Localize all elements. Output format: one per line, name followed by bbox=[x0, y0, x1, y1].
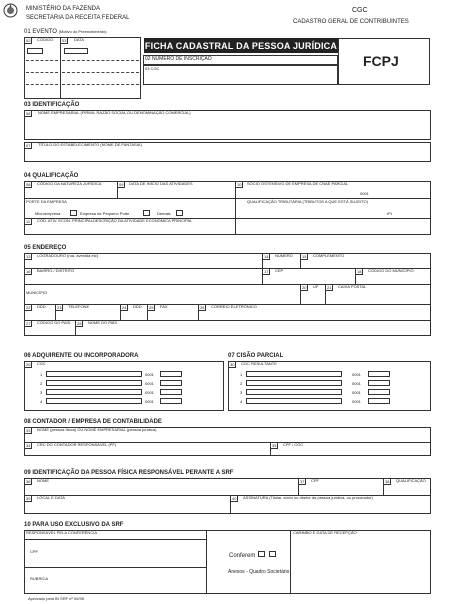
evento-codigo-label: CÓDIGO bbox=[37, 37, 54, 42]
field-number-15: 15 bbox=[302, 254, 307, 259]
field-number-14: 14 bbox=[264, 254, 269, 259]
row-suffix: 0001 bbox=[145, 372, 154, 377]
ddd-label: DDD bbox=[37, 304, 46, 309]
qualificacao-tributaria-label: QUALIFICAÇÃO TRIBUTÁRIA (TRIBUTOS A QUE ESTÁ SUJEITO) bbox=[247, 199, 368, 204]
bairro-label: BAIRRO / DISTRITO bbox=[37, 268, 75, 273]
field-number-25: 25 bbox=[149, 305, 154, 310]
ipi-label: IPI bbox=[387, 211, 392, 216]
footer-approval: Aprovado pela IN SRF nº 00/95 bbox=[28, 596, 84, 601]
cgc-label: CGC bbox=[352, 7, 368, 14]
nome-empresarial-label: NOME EMPRESARIAL (FIRMA, RAZÃO SOCIAL OU DENOMINAÇÃO COMERCIAL) bbox=[38, 110, 191, 115]
cep-label: CEP bbox=[275, 268, 284, 273]
row-number: 3 bbox=[40, 390, 43, 395]
field-number-02: 02 bbox=[26, 38, 31, 43]
carimbo-label: CARIMBO E DATA DE RECEPÇÃO bbox=[293, 530, 357, 535]
assinatura-label: ASSINATURA (Titular, sócio ou diretor da pessoa jurídica, ou procurador) bbox=[243, 495, 373, 500]
rubrica-label: RUBRICA bbox=[30, 576, 49, 581]
field-number-40: 40 bbox=[232, 496, 237, 501]
section-cisao-title: 07 CISÃO PARCIAL bbox=[228, 353, 284, 359]
desc-atividade-label: DESCRIÇÃO DA ATIVIDADE ECONÔMICA PRINCIPAL bbox=[93, 218, 193, 223]
field-number-33: 33 bbox=[26, 428, 31, 433]
field-number-13: 13 bbox=[26, 254, 31, 259]
section-endereco-title: 05 ENDEREÇO bbox=[24, 245, 67, 251]
field-number-11: 11 bbox=[26, 219, 31, 224]
field-number-28: 28 bbox=[77, 321, 82, 326]
field-number-07: 07 bbox=[26, 143, 31, 148]
porte-option-epp: Empresa de Pequeno Porte bbox=[80, 211, 130, 216]
nome-pais-label: NOME DO PAÍS bbox=[88, 320, 118, 325]
row-suffix: 0001 bbox=[145, 390, 154, 395]
field-number-10: 10 bbox=[237, 182, 242, 187]
cgc-field[interactable] bbox=[143, 65, 338, 85]
row-suffix: 0001 bbox=[352, 372, 361, 377]
fax-label: FAX bbox=[160, 304, 168, 309]
field-number-16: 16 bbox=[26, 269, 31, 274]
porte-epp-checkbox[interactable] bbox=[143, 210, 150, 216]
evento-date-field[interactable] bbox=[64, 48, 88, 54]
uf-label: UF bbox=[313, 284, 319, 289]
row-suffix: 0001 bbox=[145, 381, 154, 386]
complemento-label: COMPLEMENTO bbox=[313, 253, 345, 258]
field-number-34: 34 bbox=[26, 443, 31, 448]
row-number: 2 bbox=[240, 381, 243, 386]
responsavel-conferencia-label: RESPONSÁVEL PELA CONFERÊNCIA bbox=[26, 530, 97, 535]
natureza-juridica-label: CÓDIGO DA NATUREZA JURÍDICA bbox=[37, 181, 102, 186]
socio-ostensivo-label: SÓCIO OSTENSIVO DE EMPRESA DE CNAE PARCIAL bbox=[247, 181, 349, 186]
responsavel-cpf-label: CPF bbox=[311, 478, 319, 483]
crc-label: CRC DO CONTADOR RESPONSÁVEL (PF) bbox=[37, 442, 117, 447]
section-uso-srf-title: 10 PARA USO EXCLUSIVO DA SRF bbox=[24, 522, 124, 528]
cadastro-label: CADASTRO GERAL DE CONTRIBUINTES bbox=[293, 19, 409, 25]
row-number: 1 bbox=[240, 372, 243, 377]
cgc-field-label: 03 CGC bbox=[145, 66, 160, 71]
field-number-21: 21 bbox=[327, 285, 332, 290]
qualificacao-box bbox=[24, 181, 431, 235]
adquirente-cgc-label: CGC bbox=[37, 361, 46, 366]
ministry-name: MINISTÉRIO DA FAZENDA bbox=[26, 6, 101, 12]
field-number-22: 22 bbox=[26, 305, 31, 310]
row-number: 3 bbox=[240, 390, 243, 395]
municipio-label: MUNICÍPIO bbox=[26, 290, 48, 295]
field-number-39: 39 bbox=[26, 496, 31, 501]
row-number: 1 bbox=[40, 372, 43, 377]
row-suffix: 0001 bbox=[352, 390, 361, 395]
porte-demais-checkbox[interactable] bbox=[176, 210, 183, 216]
cod-atividade-label: CÓD. ATIV. ECON. PRINCIPAL bbox=[37, 218, 93, 223]
uso-srf-cpf-label: CPF bbox=[30, 549, 38, 554]
field-number-37: 37 bbox=[300, 479, 305, 484]
porte-option-demais: Demais bbox=[157, 211, 171, 216]
numero-inscricao-field[interactable] bbox=[143, 55, 338, 65]
field-number-26: 26 bbox=[200, 305, 205, 310]
numero-inscricao-label: 02 NÚMERO DE INSCRIÇÃO bbox=[145, 56, 212, 62]
section-identificacao-title: 03 IDENTIFICAÇÃO bbox=[24, 102, 80, 108]
caixa-postal-label: CAIXA POSTAL bbox=[338, 284, 367, 289]
cisao-cgc-label: CGC RESULTANTE bbox=[241, 361, 277, 366]
section-evento-title: 01 EVENTO (Motivo do Preenchimento) bbox=[24, 29, 107, 35]
secretariat-name: SECRETARIA DA RECEITA FEDERAL bbox=[26, 15, 130, 21]
porte-label: PORTE DA EMPRESA bbox=[26, 199, 67, 204]
conferem-label: Conferem bbox=[229, 553, 256, 559]
field-number-27: 27 bbox=[26, 321, 31, 326]
porte-option-micro: Microempresa bbox=[35, 211, 61, 216]
field-number-24: 24 bbox=[122, 305, 127, 310]
evento-box bbox=[24, 37, 141, 99]
section-responsavel-title: 09 IDENTIFICAÇÃO DA PESSOA FÍSICA RESPONSÁVEL PERANTE A SRF bbox=[24, 470, 234, 476]
field-number-20: 20 bbox=[302, 285, 307, 290]
field-number-09: 09 bbox=[119, 182, 124, 187]
row-number: 2 bbox=[40, 381, 43, 386]
endereco-box bbox=[24, 253, 431, 336]
row-number: 4 bbox=[240, 399, 243, 404]
row-suffix: 0001 bbox=[352, 381, 361, 386]
conferem-checkbox[interactable] bbox=[258, 551, 265, 557]
field-number-30: 30 bbox=[230, 362, 235, 367]
field-number-08: 08 bbox=[26, 182, 31, 187]
evento-data-label: DATA bbox=[74, 37, 85, 42]
row-suffix: 0001 bbox=[145, 399, 154, 404]
field-number-36: 36 bbox=[26, 479, 31, 484]
evento-code-field[interactable] bbox=[27, 48, 43, 54]
local-data-label: LOCAL E DATA bbox=[37, 495, 65, 500]
cpf-cgc-label: CPF / CGC bbox=[283, 442, 304, 447]
ddd-fax-label: DDD bbox=[133, 304, 142, 309]
codigo-pais-label: CÓDIGO DO PAÍS bbox=[37, 320, 71, 325]
porte-micro-checkbox[interactable] bbox=[70, 210, 77, 216]
field-number-35: 35 bbox=[272, 443, 277, 448]
responsavel-qualif-label: QUALIFICAÇÃO bbox=[396, 478, 426, 483]
field-number-38: 38 bbox=[385, 479, 390, 484]
field-number-03: 03 bbox=[62, 38, 67, 43]
field-number-06: 06 bbox=[26, 111, 31, 116]
section-qualificacao-title: 04 QUALIFICAÇÃO bbox=[24, 173, 79, 179]
correio-eletronico-label: CORREIO ELETRÔNICO bbox=[211, 304, 257, 309]
section-contador-title: 08 CONTADOR / EMPRESA DE CONTABILIDADE bbox=[24, 419, 162, 425]
row-number: 4 bbox=[40, 399, 43, 404]
codigo-municipio-label: CÓDIGO DO MUNICÍPIO bbox=[368, 268, 414, 273]
socio-suffix: 0001 bbox=[360, 191, 369, 196]
form-banner: FICHA CADASTRAL DA PESSOA JURÍDICA bbox=[144, 38, 338, 53]
logradouro-label: LOGRADOURO (rua, avenida etc) bbox=[37, 253, 99, 258]
field-number-17: 17 bbox=[264, 269, 269, 274]
field-number-18: 18 bbox=[357, 269, 362, 274]
telefone-label: TELEFONE bbox=[68, 304, 90, 309]
conferem-checkbox-2[interactable] bbox=[269, 551, 276, 557]
anexos-label: Anexos - Quadro Societário bbox=[228, 569, 290, 575]
field-number-29: 29 bbox=[26, 362, 31, 367]
coat-of-arms-icon bbox=[3, 3, 18, 18]
numero-label: NÚMERO bbox=[275, 253, 293, 258]
field-number-23: 23 bbox=[57, 305, 62, 310]
data-inicio-label: DATA DE INÍCIO DAS ATIVIDADES bbox=[129, 181, 193, 186]
section-adquirente-title: 06 ADQUIRENTE OU INCORPORADORA bbox=[24, 353, 139, 359]
fcpj-code: FCPJ bbox=[363, 53, 399, 69]
row-suffix: 0001 bbox=[352, 399, 361, 404]
contador-nome-label: NOME (pessoa física) OU NOME EMPRESARIAL (pessoa jurídica) bbox=[37, 427, 157, 432]
responsavel-nome-label: NOME bbox=[37, 478, 49, 483]
titulo-estabelecimento-label: TÍTULO DO ESTABELECIMENTO (NOME DE FANTASIA) bbox=[38, 142, 142, 147]
